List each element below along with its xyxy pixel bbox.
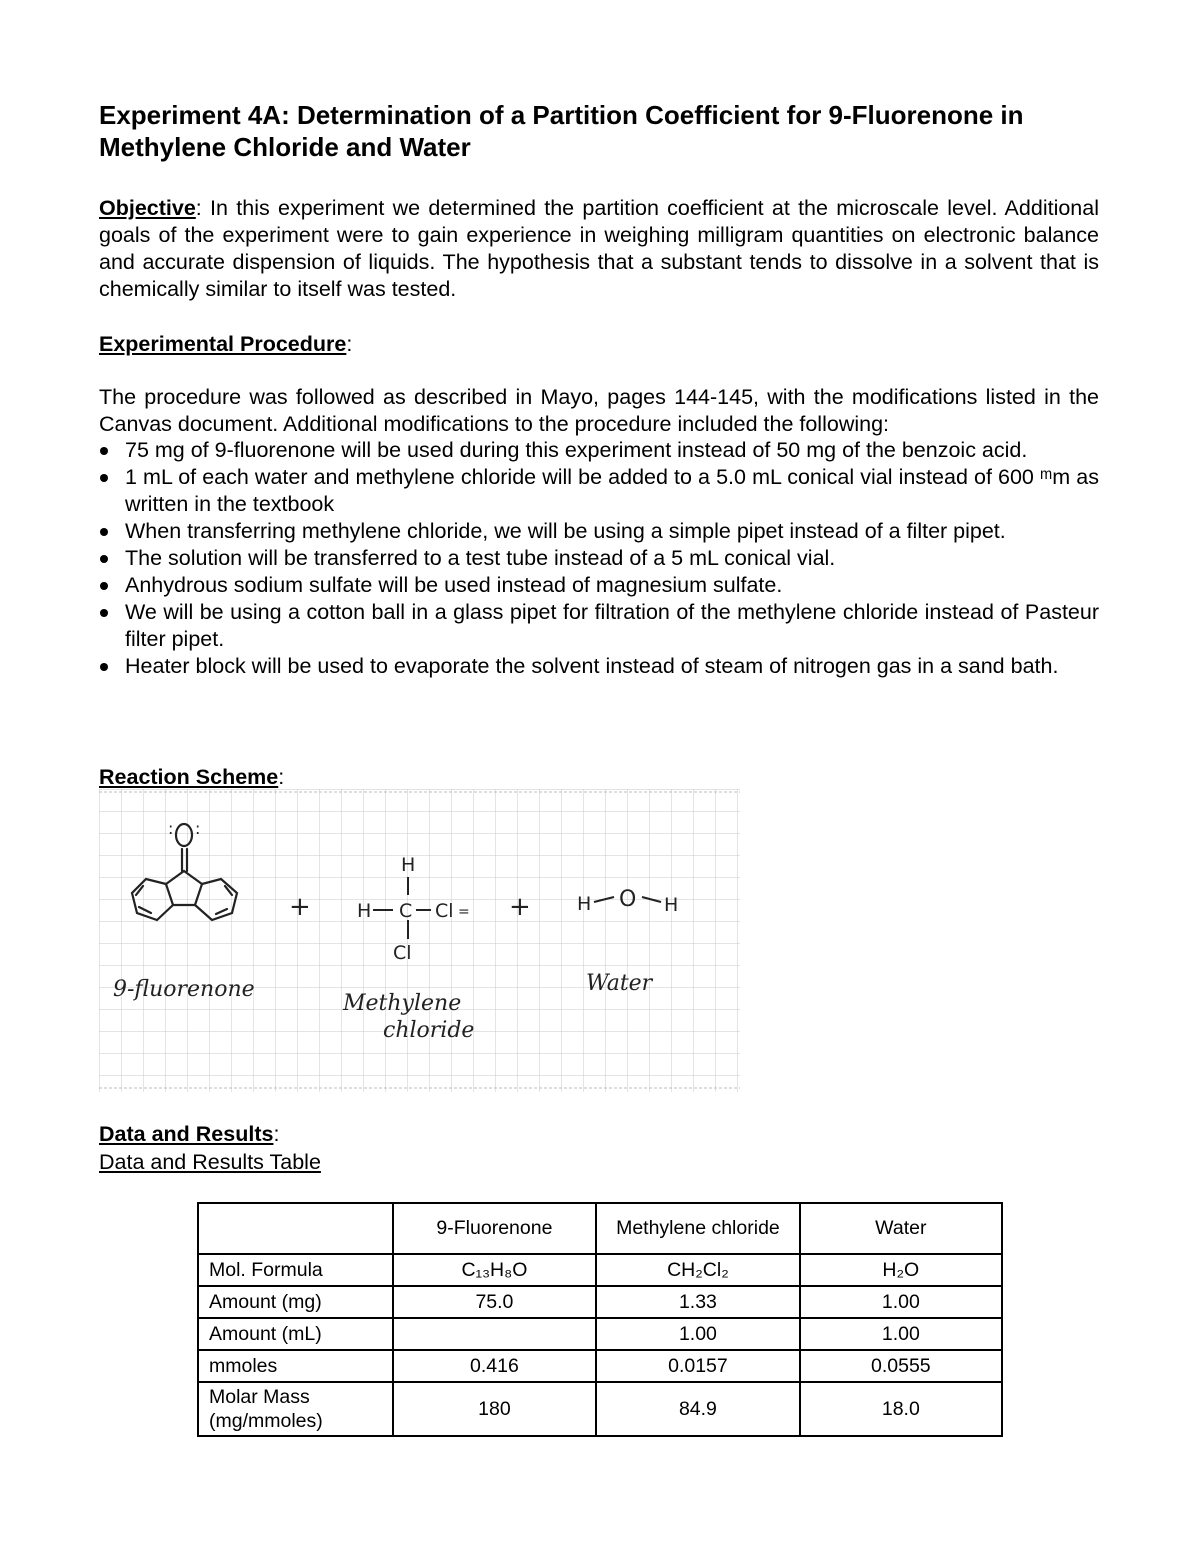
data-heading (99, 1121, 279, 1148)
list-item-text: The solution will be transferred to a test tube instead of a 5 mL conical vial. (125, 546, 836, 570)
column-header: Water (800, 1203, 1002, 1254)
atom-cl-bottom: Cl (393, 942, 412, 964)
atom-h-right-water: H (664, 894, 679, 916)
reaction-heading (99, 764, 284, 791)
list-item (99, 599, 1099, 653)
page-title: Experiment 4A: Determination of a Partition Coefficient for 9-Fluorenone in Methylene Chloride and Water (99, 100, 1024, 162)
objective-paragraph (99, 195, 1099, 303)
list-item-text: When transferring methylene chloride, we will be using a simple pipet instead of a filter pipet. (125, 519, 1006, 543)
atom-h-left-water: H (577, 893, 592, 915)
table-cell: H₂O (800, 1254, 1002, 1286)
table-cell (393, 1318, 597, 1350)
table-row (198, 1286, 1002, 1318)
results-table (197, 1202, 1003, 1437)
column-header (198, 1203, 393, 1254)
table-header-row (198, 1203, 1002, 1254)
objective-label: Objective (99, 196, 196, 220)
list-item-text: We will be using a cotton ball in a glass pipet for filtration of the methylene chloride instead of Pasteur filter pipet. (125, 600, 1099, 651)
table-cell: CH₂Cl₂ (596, 1254, 799, 1286)
procedure-label: Experimental Procedure (99, 332, 347, 356)
list-item (99, 572, 1099, 599)
lone-pair-marks: = (458, 904, 470, 920)
table-row (198, 1254, 1002, 1286)
label-water: Water (586, 971, 653, 996)
bullet-icon (100, 528, 108, 536)
list-item (99, 464, 1099, 518)
table-cell: 180 (393, 1382, 597, 1436)
row-label: Amount (mg) (198, 1286, 393, 1318)
atom-o-water: O (619, 887, 637, 912)
table-cell: 0.416 (393, 1350, 597, 1382)
table-cell: C₁₃H₈O (393, 1254, 597, 1286)
procedure-intro: The procedure was followed as described in Mayo, pages 144-145, with the modifications listed in the Canvas document. Additional modifications to the procedure included the following: (99, 385, 1099, 436)
atom-h-left: H (357, 900, 372, 922)
list-item-text: Anhydrous sodium sulfate will be used instead of magnesium sulfate. (125, 573, 783, 597)
column-header: 9-Fluorenone (393, 1203, 597, 1254)
row-label: Amount (mL) (198, 1318, 393, 1350)
table-cell: 18.0 (800, 1382, 1002, 1436)
data-colon: : (273, 1122, 280, 1146)
table-cell: 1.33 (596, 1286, 799, 1318)
atom-h-top: H (401, 854, 416, 876)
svg-text::: : (195, 819, 201, 838)
atom-c: C (399, 900, 413, 922)
table-cell: 1.00 (596, 1318, 799, 1350)
atom-cl-right: Cl (435, 900, 454, 922)
list-item (99, 518, 1099, 545)
reaction-scheme-image (99, 789, 740, 1092)
reaction-colon: : (278, 765, 285, 789)
list-item (99, 653, 1099, 680)
plus-sign: + (289, 892, 311, 922)
data-label: Data and Results (99, 1122, 274, 1146)
row-label: Mol. Formula (198, 1254, 393, 1286)
table-title: Data and Results Table (99, 1150, 321, 1174)
table-cell: 0.0157 (596, 1350, 799, 1382)
list-item-text: Heater block will be used to evaporate the solvent instead of steam of nitrogen gas in a sand bath. (125, 654, 1059, 678)
reaction-label: Reaction Scheme (99, 765, 279, 789)
bullet-icon (100, 474, 108, 482)
column-header: Methylene chloride (596, 1203, 799, 1254)
table-cell: 84.9 (596, 1382, 799, 1436)
table-cell: 75.0 (393, 1286, 597, 1318)
table-cell: 0.0555 (800, 1350, 1002, 1382)
bullet-icon (100, 609, 108, 617)
svg-text::: : (168, 819, 174, 838)
procedure-heading (99, 331, 352, 358)
table-cell: 1.00 (800, 1286, 1002, 1318)
modifications-list (99, 437, 1099, 680)
table-row (198, 1350, 1002, 1382)
table-cell: 1.00 (800, 1318, 1002, 1350)
table-row (198, 1318, 1002, 1350)
bullet-icon (100, 447, 108, 455)
bullet-icon (100, 663, 108, 671)
label-chloride: chloride (383, 1018, 475, 1043)
list-item-text: 1 mL of each water and methylene chloride will be added to a 5.0 mL conical vial instead of 600 ᵐm as written in the textbook (125, 465, 1099, 516)
label-fluorenone: 9-fluorenone (113, 977, 255, 1002)
list-item (99, 545, 1099, 572)
objective-text: : In this experiment we determined the partition coefficient at the microscale level. Additional goals of the experiment were to gain experience in weighing milligram quantities on electronic balance and accurate dispension of liquids. The hypothesis that a substant tends to dissolve in a solvent that is chemically similar to itself was tested. (99, 196, 1099, 301)
row-label: Molar Mass (mg/mmoles) (198, 1382, 393, 1436)
list-item-text: 75 mg of 9-fluorenone will be used during this experiment instead of 50 mg of the benzoic acid. (125, 438, 1028, 462)
bullet-icon (100, 555, 108, 563)
label-methylene: Methylene (343, 991, 462, 1016)
plus-sign-2: + (509, 892, 531, 922)
bullet-icon (100, 582, 108, 590)
row-label: mmoles (198, 1350, 393, 1382)
list-item (99, 437, 1099, 464)
procedure-colon: : (346, 332, 353, 356)
table-row (198, 1382, 1002, 1436)
